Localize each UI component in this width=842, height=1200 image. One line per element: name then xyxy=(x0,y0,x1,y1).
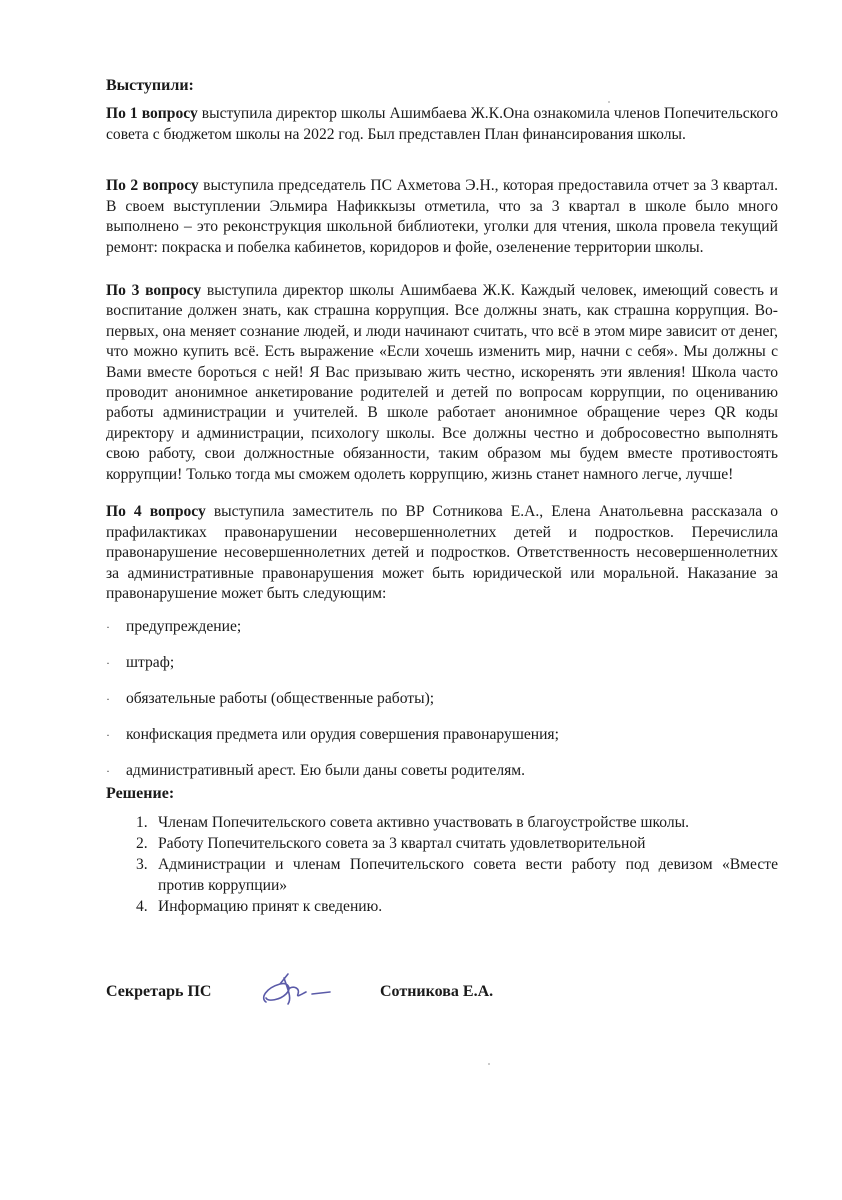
item-2-text: выступила председатель ПС Ахметова Э.Н., которая предоставила отчет за 3 квартал. В своем выступлении Эльмира Нафиккызы отметила, что за 3 квартал в школе было много выполнено – это реконструкция школьной библиотеки, уголки для чтения, школа провела текущий ремонт: покраска и побелка кабинетов, коридоров и фойе, озеленение территории школы. xyxy=(106,177,778,256)
handwritten-signature-icon xyxy=(258,970,348,1010)
item-3-text: выступила директор школы Ашимбаева Ж.К. Каждый человек, имеющий совесть и воспитание должен знать, как страшна коррупция. Все должны знать, как страшна коррупция. Во-первых, она меняет сознание людей, и люди начинают считать, что всё в этом мире зависит от денег, что можно купить всё. Есть выражение «Если хочешь изменить мир, начни с себя». Мы должны с Вами вместе бороться с ней! Я Вас призываю жить честно, искоренять эти явления! Школа часто проводит анонимное анкетирование родителей и детей по вопросам коррупции, по оцениванию работы администрации и учителей. В школе работает анонимное обращение через QR коды директору и администрации, психологу школы. Все должны честно и добросовестно выполнять свою работу, свои должностные обязанности, таким образом мы будем вместе противостоять коррупции! Только тогда мы сможем одолеть коррупцию, жизнь станет намного легче, лучше! xyxy=(106,282,778,483)
decision-number: 3. xyxy=(136,856,148,873)
item-4-text: выступила заместитель по ВР Сотникова Е.А., Елена Анатольевна рассказала о прафилактиках правонарушении несовершеннолетних детей и подростков. Перечислила правонарушение несовершеннолетних детей и подростков. Ответственность несовершеннолетних за административные правонарушения может быть юридической или моральной. Наказание за правонарушение может быть следующим: xyxy=(106,503,778,603)
penalty-item xyxy=(106,725,778,761)
penalty-item xyxy=(106,653,778,689)
decision-item xyxy=(106,854,778,896)
item-4-paragraph xyxy=(106,502,778,605)
penalty-item xyxy=(106,689,778,725)
item-1-text: выступила директор школы Ашимбаева Ж.К.Она ознакомила членов Попечительского совета с бюджетом школы на 2022 год. Был представлен План финансирования школы. xyxy=(106,105,778,143)
scan-speck xyxy=(488,1063,490,1065)
bullet-icon: · xyxy=(106,728,110,742)
decision-heading: Решение: xyxy=(106,785,175,802)
decision-number: 4. xyxy=(136,898,148,915)
penalty-text: предупреждение; xyxy=(126,618,242,635)
decision-text: Информацию принят к сведению. xyxy=(158,898,383,915)
decision-number: 2. xyxy=(136,835,148,852)
bullet-icon: · xyxy=(106,764,110,778)
decision-text: Членам Попечительского совета активно участвовать в благоустройстве школы. xyxy=(158,814,690,831)
item-3-lead: По 3 вопросу xyxy=(106,282,202,299)
penalty-text: штраф; xyxy=(126,654,175,671)
penalty-text: конфискация предмета или орудия совершения правонарушения; xyxy=(126,726,559,743)
item-2-lead: По 2 вопросу xyxy=(106,177,199,194)
decision-text: Работу Попечительского совета за 3 квартал считать удовлетворительной xyxy=(158,835,646,852)
penalty-text: обязательные работы (общественные работы); xyxy=(126,690,435,707)
decision-number: 1. xyxy=(136,814,148,831)
item-1-paragraph xyxy=(106,104,778,145)
bullet-icon: · xyxy=(106,692,110,706)
item-4-lead: По 4 вопросу xyxy=(106,503,206,520)
speakers-heading: Выступили: xyxy=(106,77,194,94)
penalty-text: административный арест. Ею были даны советы родителям. xyxy=(126,762,526,779)
bullet-icon: · xyxy=(106,656,110,670)
penalty-item xyxy=(106,617,778,653)
penalties-list xyxy=(106,617,778,797)
secretary-role: Секретарь ПС xyxy=(106,983,212,1000)
decision-item xyxy=(106,833,778,854)
decisions-list xyxy=(106,812,778,917)
item-2-paragraph xyxy=(106,176,778,258)
bullet-icon: · xyxy=(106,620,110,634)
decision-text: Администрации и членам Попечительского совета вести работу под девизом «Вместе против коррупции» xyxy=(158,856,778,894)
secretary-name: Сотникова Е.А. xyxy=(380,983,494,1000)
item-1-lead: По 1 вопросу xyxy=(106,105,198,122)
scan-speck xyxy=(608,101,610,103)
item-3-paragraph xyxy=(106,281,778,485)
penalty-item xyxy=(106,761,778,797)
decision-item xyxy=(106,896,778,917)
decision-item xyxy=(106,812,778,833)
